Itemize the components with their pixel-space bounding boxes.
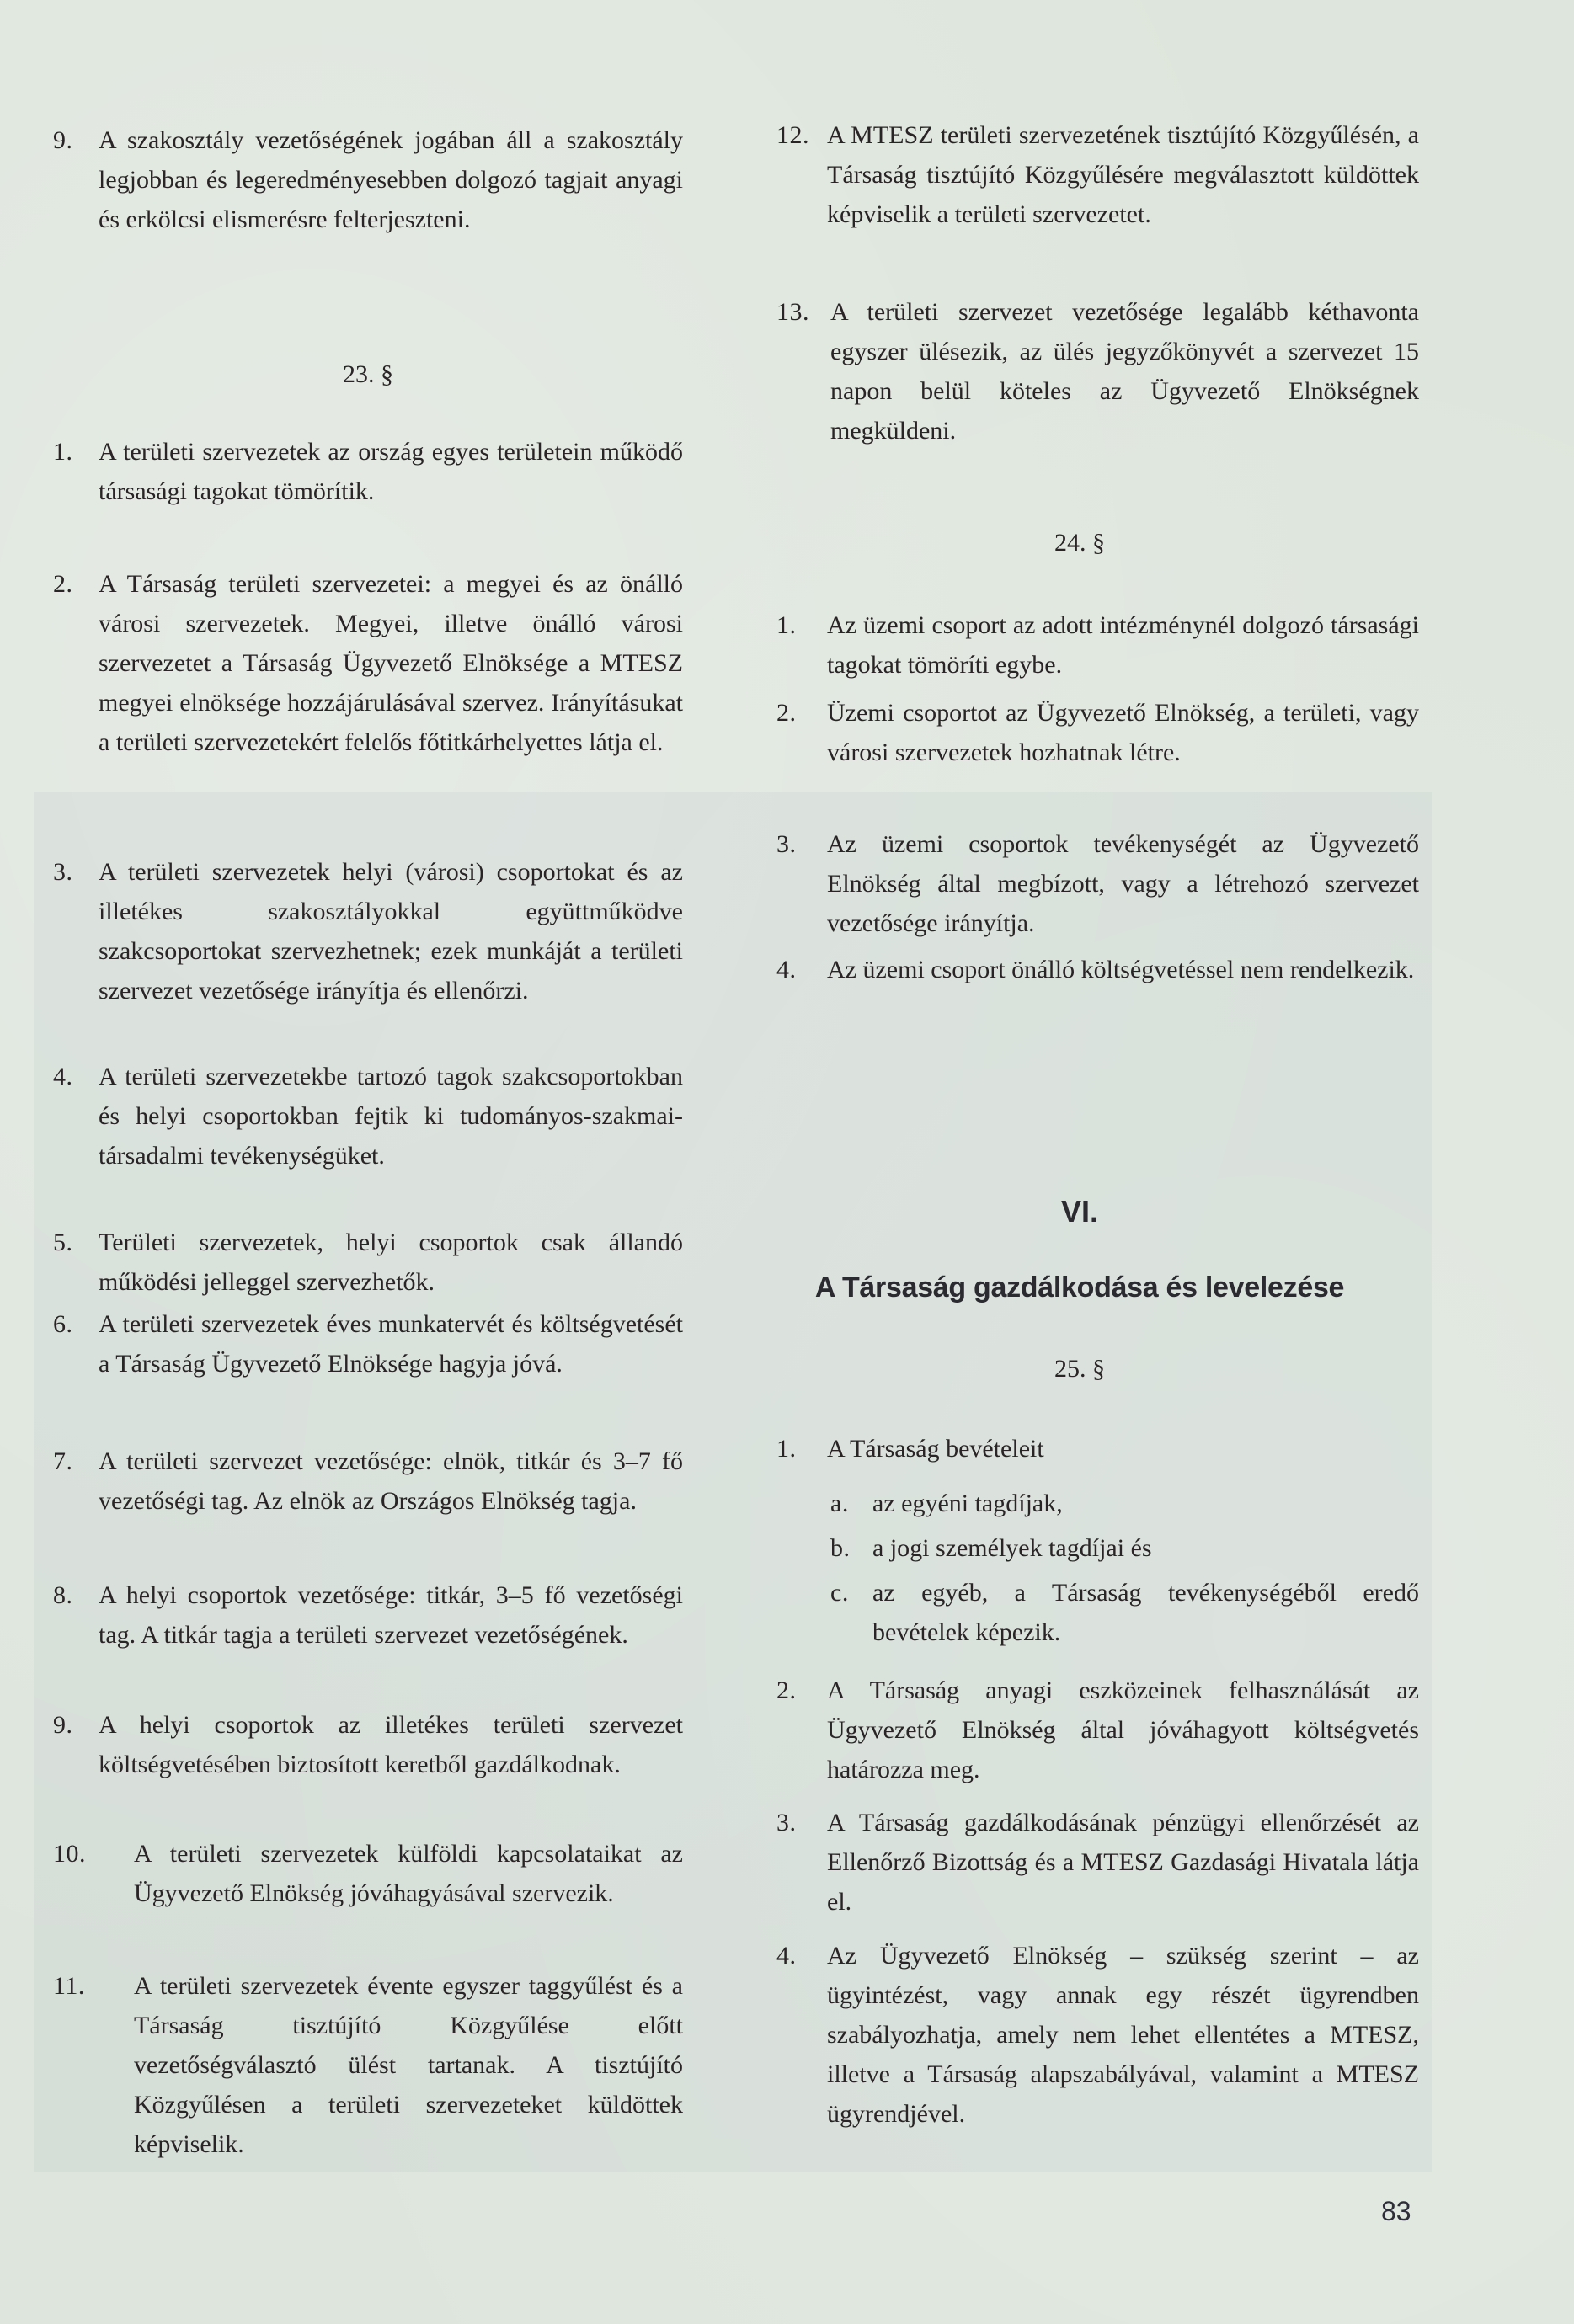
item-text: A szakosztály vezetőségének jogában áll a szakosztály legjobban és legeredményesebben dolgozó tagjait anyagi és erkölcsi elismerésre felterjeszteni. [99,126,683,233]
item-number: 1. [776,611,797,639]
item-number: 9. [53,1711,73,1739]
item-number: 3. [776,1809,797,1836]
item-letter: c. [830,1579,849,1607]
item-number: 4. [776,956,797,983]
item-text: Az üzemi csoport önálló költségvetéssel nem rendelkezik. [827,956,1415,983]
item-number: 5. [53,1229,73,1256]
item-text: Üzemi csoportot az Ügyvezető Elnökség, a területi, vagy városi szervezetek hozhatnak létre. [827,699,1419,766]
list-item [776,1429,1419,1471]
item-number: 12. [776,121,809,149]
item-number: 2. [776,699,797,727]
item-text: a jogi személyek tagdíjai és [872,1534,1152,1562]
chapter-number: VI. [1060,1194,1098,1229]
item-number: 3. [776,830,797,858]
item-number: 6. [53,1310,73,1338]
item-text: A területi szervezetek az ország egyes területein működő társasági tagokat tömörítik. [99,438,683,505]
item-text: Az üzemi csoport az adott intézménynél dolgozó társasági tagokat tömöríti egybe. [827,611,1419,679]
item-text: A Társaság bevételeit [827,1435,1044,1463]
page-number: 83 [1381,2196,1411,2226]
item-letter: a. [830,1490,849,1517]
item-text: A területi szervezetek évente egyszer taggyűlést és a Társaság tisztújító Közgyűlése előtt vezetőségválasztó ülést tartanak. A tisztújító Közgyűlésen a területi szervezeteket küldöttek képviselik. [134,1972,683,2158]
list-item [53,120,683,280]
item-number: 11. [53,1972,85,2000]
item-text: A területi szervezet vezetősége legalább kéthavonta egyszer ülésezik, az ülés jegyzőkönyvét a szervezet 15 napon belül köteles az Ügyvezető Elnökségnek megküldeni. [830,298,1419,445]
section-heading-25: 25. § [1054,1355,1105,1383]
item-number: 7. [53,1447,73,1475]
item-number: 4. [53,1063,73,1090]
chapter-title: A Társaság gazdálkodása és levelezése [814,1271,1345,1303]
item-text: az egyéb, a Társaság tevékenységéből eredő bevételek képezik. [872,1579,1419,1646]
item-number: 9. [53,126,73,154]
item-text: A területi szervezetek éves munkatervét és költségvetését a Társaság Ügyvezető Elnöksége hagyja jóvá. [99,1310,683,1378]
item-text: A helyi csoportok az illetékes területi szervezet költségvetésében biztosított keretből gazdálkodnak. [99,1711,683,1778]
item-text: A Társaság anyagi eszközeinek felhasználását az Ügyvezető Elnökség által jóváhagyott költségvetés határozza meg. [827,1676,1419,1783]
item-text: A területi szervezet vezetősége: elnök, titkár és 3–7 fő vezetőségi tag. Az elnök az Országos Elnökség tagja. [99,1447,683,1515]
item-text: Az üzemi csoportok tevékenységét az Ügyvezető Elnökség által megbízott, vagy a létrehozó szervezet vezetősége irányítja. [827,830,1419,937]
item-number: 4. [776,1942,797,1970]
item-text: A MTESZ területi szervezetének tisztújító Közgyűlésén, a Társaság tisztújító Közgyűlésére megválasztott küldöttek képviselik a területi szervezetet. [827,121,1419,228]
item-text: Területi szervezetek, helyi csoportok csak állandó működési jelleggel szervezhetők. [99,1229,683,1296]
item-number: 13. [776,298,809,326]
item-text: A Társaság gazdálkodásának pénzügyi ellenőrzését az Ellenőrző Bizottság és a MTESZ Gazdasági Hivatala látja el. [827,1809,1419,1916]
item-text: A helyi csoportok vezetősége: titkár, 3–5 fő vezetőségi tag. A titkár tagja a területi szervezet vezetőségének. [99,1581,683,1649]
item-number: 2. [776,1676,797,1704]
item-text: az egyéni tagdíjak, [872,1490,1063,1517]
item-number: 1. [53,438,73,466]
item-number: 1. [776,1435,797,1463]
item-text: A területi szervezetekbe tartozó tagok szakcsoportokban és helyi csoportokban fejtik ki tudományos-szakmai-társadalmi tevékenységüket. [99,1063,683,1170]
item-number: 3. [53,858,73,886]
item-number: 8. [53,1581,73,1609]
section-heading-24: 24. § [1054,529,1105,557]
item-text: A területi szervezetek helyi (városi) csoportokat és az illetékes szakosztályokkal együttműködve szakcsoportokat szervezhetnek; ezek munkáját a területi szervezet vezetősége irányítja és ellenőrzi. [99,858,683,1005]
item-text: A területi szervezetek külföldi kapcsolataikat az Ügyvezető Elnökség jóváhagyásával szervezik. [134,1840,683,1907]
item-number: 2. [53,570,73,598]
item-text: A Társaság területi szervezetei: a megyei és az önálló városi szervezetek. Megyei, illetve önálló városi szervezetet a Társaság Ügyvezető Elnöksége a MTESZ megyei elnöksége hozzájárulásával szervez. Irányításukat a területi szervezetekért felelős főtitkárhelyettes látja el. [99,570,683,756]
item-letter: b. [830,1534,851,1562]
section-heading-23: 23. § [343,360,393,388]
item-number: 10. [53,1840,86,1868]
item-text: Az Ügyvezető Elnökség – szükség szerint – az ügyintézést, vagy annak egy részét ügyrendben szabályozhatja, amely nem lehet ellentétes a MTESZ, illetve a Társaság alapszabályával, valamint a MTESZ ügyrendjével. [827,1942,1419,2128]
